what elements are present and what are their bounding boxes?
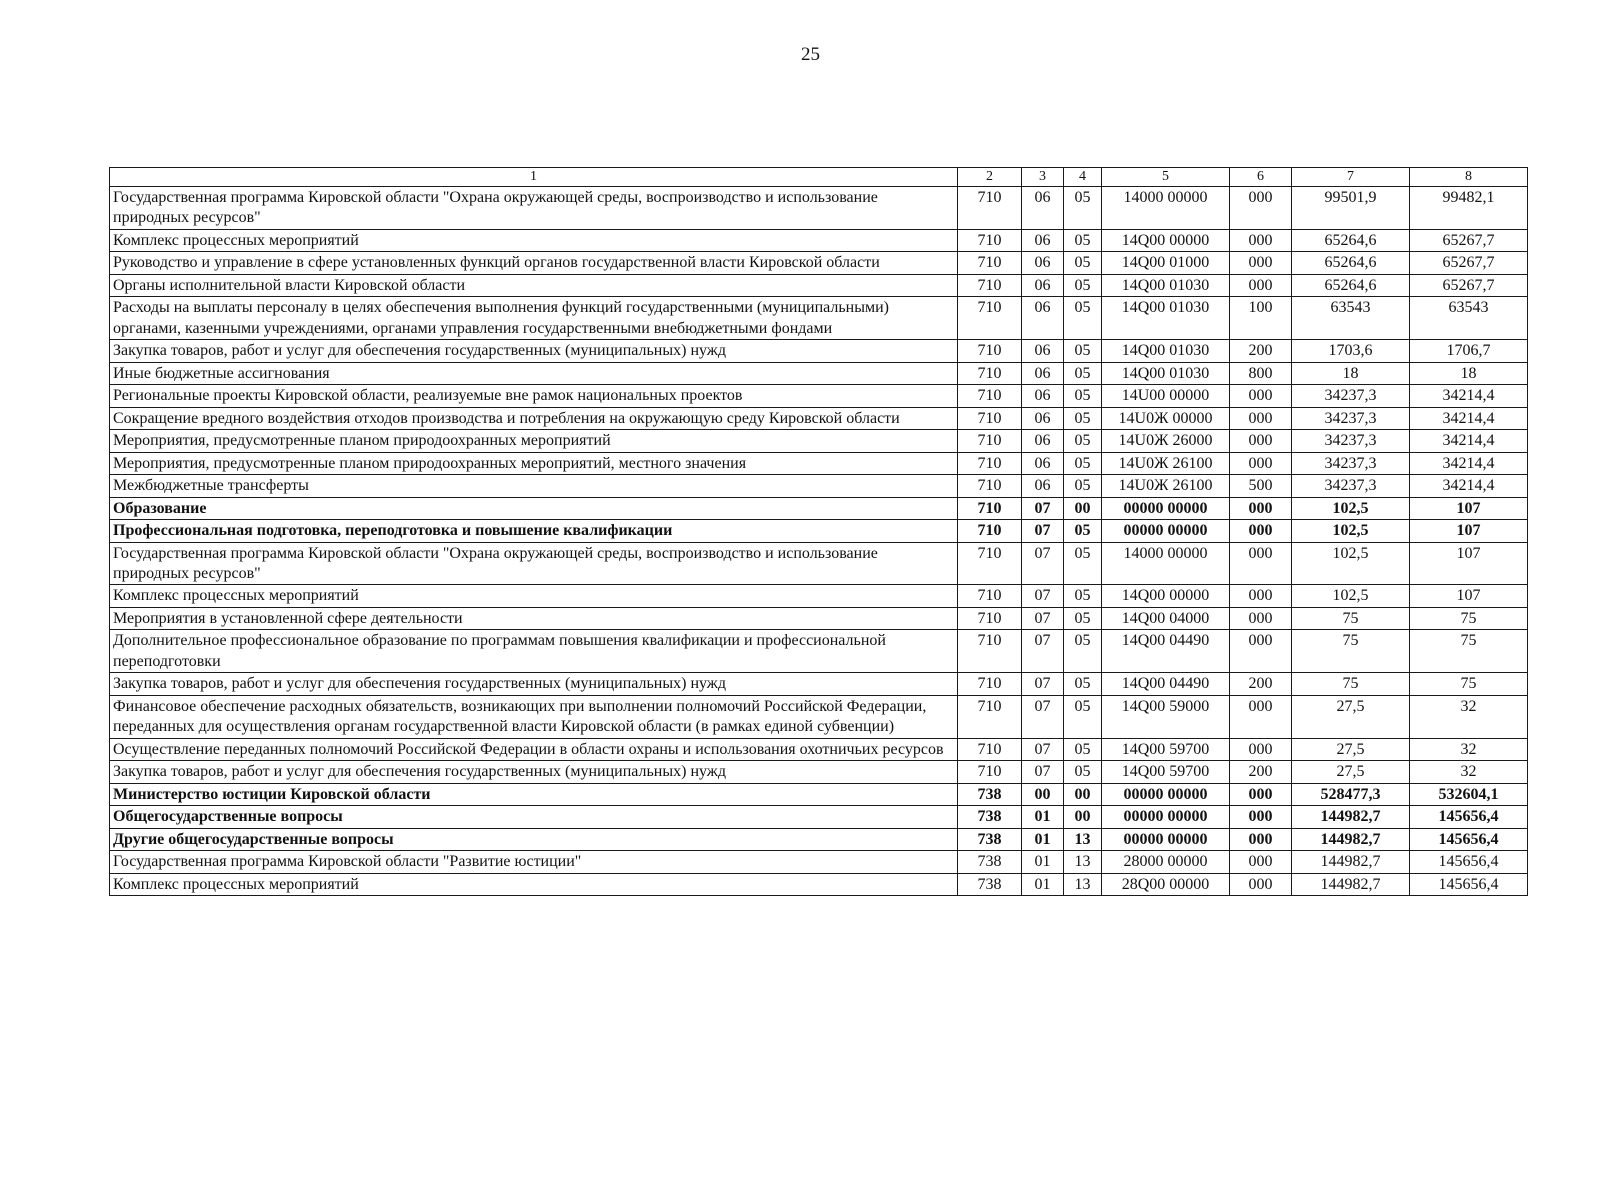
amount-year1-cell: 75 bbox=[1292, 607, 1410, 629]
table-row bbox=[110, 497, 1528, 519]
expense-type-cell: 000 bbox=[1230, 274, 1292, 296]
subsection-cell: 05 bbox=[1064, 340, 1102, 362]
amount-year2-cell: 34214,4 bbox=[1410, 407, 1528, 429]
row-name-cell: Мероприятия, предусмотренные планом природоохранных мероприятий, местного значения bbox=[110, 452, 958, 474]
amount-year2-cell: 34214,4 bbox=[1410, 475, 1528, 497]
target-article-cell: 14Q00 04490 bbox=[1102, 630, 1230, 673]
table-row bbox=[110, 783, 1528, 805]
amount-year1-cell: 144982,7 bbox=[1292, 851, 1410, 873]
table-row bbox=[110, 187, 1528, 230]
amount-year2-cell: 107 bbox=[1410, 542, 1528, 585]
subsection-cell: 05 bbox=[1064, 452, 1102, 474]
subsection-cell: 13 bbox=[1064, 828, 1102, 850]
subsection-cell: 00 bbox=[1064, 783, 1102, 805]
amount-year1-cell: 144982,7 bbox=[1292, 828, 1410, 850]
expense-type-cell: 000 bbox=[1230, 851, 1292, 873]
admin-code-cell: 710 bbox=[958, 340, 1022, 362]
section-cell: 01 bbox=[1022, 873, 1064, 895]
expense-type-cell: 200 bbox=[1230, 673, 1292, 695]
table-row bbox=[110, 761, 1528, 783]
row-name-cell: Министерство юстиции Кировской области bbox=[110, 783, 958, 805]
section-cell: 07 bbox=[1022, 607, 1064, 629]
expense-type-cell: 000 bbox=[1230, 585, 1292, 607]
admin-code-cell: 710 bbox=[958, 542, 1022, 585]
target-article-cell: 28000 00000 bbox=[1102, 851, 1230, 873]
amount-year1-cell: 27,5 bbox=[1292, 738, 1410, 760]
table-body bbox=[110, 187, 1528, 896]
section-cell: 07 bbox=[1022, 630, 1064, 673]
column-header: 4 bbox=[1064, 168, 1102, 187]
row-name-cell: Государственная программа Кировской области "Охрана окружающей среды, воспроизводство и использование природных ресурсов" bbox=[110, 542, 958, 585]
subsection-cell: 00 bbox=[1064, 806, 1102, 828]
row-name-cell: Осуществление переданных полномочий Российской Федерации в области охраны и использования охотничьих ресурсов bbox=[110, 738, 958, 760]
amount-year2-cell: 34214,4 bbox=[1410, 452, 1528, 474]
amount-year2-cell: 65267,7 bbox=[1410, 229, 1528, 251]
amount-year2-cell: 99482,1 bbox=[1410, 187, 1528, 230]
expense-type-cell: 000 bbox=[1230, 497, 1292, 519]
amount-year1-cell: 75 bbox=[1292, 630, 1410, 673]
row-name-cell: Мероприятия в установленной сфере деятельности bbox=[110, 607, 958, 629]
admin-code-cell: 710 bbox=[958, 695, 1022, 738]
amount-year1-cell: 99501,9 bbox=[1292, 187, 1410, 230]
admin-code-cell: 710 bbox=[958, 385, 1022, 407]
target-article-cell: 14Q00 01030 bbox=[1102, 297, 1230, 340]
amount-year2-cell: 145656,4 bbox=[1410, 873, 1528, 895]
table-row bbox=[110, 385, 1528, 407]
row-name-cell: Органы исполнительной власти Кировской области bbox=[110, 274, 958, 296]
admin-code-cell: 738 bbox=[958, 828, 1022, 850]
target-article-cell: 14000 00000 bbox=[1102, 542, 1230, 585]
target-article-cell: 14Q00 01030 bbox=[1102, 274, 1230, 296]
amount-year2-cell: 107 bbox=[1410, 585, 1528, 607]
row-name-cell: Государственная программа Кировской области "Охрана окружающей среды, воспроизводство и использование природных ресурсов" bbox=[110, 187, 958, 230]
table-row bbox=[110, 252, 1528, 274]
admin-code-cell: 710 bbox=[958, 497, 1022, 519]
admin-code-cell: 710 bbox=[958, 407, 1022, 429]
admin-code-cell: 710 bbox=[958, 297, 1022, 340]
expense-type-cell: 000 bbox=[1230, 187, 1292, 230]
subsection-cell: 13 bbox=[1064, 873, 1102, 895]
expense-type-cell: 000 bbox=[1230, 520, 1292, 542]
row-name-cell: Сокращение вредного воздействия отходов производства и потребления на окружающую среду Кировской области bbox=[110, 407, 958, 429]
amount-year2-cell: 32 bbox=[1410, 761, 1528, 783]
row-name-cell: Финансовое обеспечение расходных обязательств, возникающих при выполнении полномочий Российской Федерации, переданных для осуществления органам государственной власти Кировской области (в рамках единой субвенции) bbox=[110, 695, 958, 738]
row-name-cell: Закупка товаров, работ и услуг для обеспечения государственных (муниципальных) нужд bbox=[110, 761, 958, 783]
table-row bbox=[110, 520, 1528, 542]
column-header: 3 bbox=[1022, 168, 1064, 187]
subsection-cell: 05 bbox=[1064, 520, 1102, 542]
table-row bbox=[110, 407, 1528, 429]
subsection-cell: 05 bbox=[1064, 362, 1102, 384]
amount-year1-cell: 1703,6 bbox=[1292, 340, 1410, 362]
row-name-cell: Руководство и управление в сфере установленных функций органов государственной власти Кировской области bbox=[110, 252, 958, 274]
target-article-cell: 14U0Ж 00000 bbox=[1102, 407, 1230, 429]
column-header: 6 bbox=[1230, 168, 1292, 187]
amount-year2-cell: 65267,7 bbox=[1410, 274, 1528, 296]
amount-year1-cell: 65264,6 bbox=[1292, 252, 1410, 274]
target-article-cell: 14Q00 01030 bbox=[1102, 340, 1230, 362]
row-name-cell: Межбюджетные трансферты bbox=[110, 475, 958, 497]
expense-type-cell: 000 bbox=[1230, 783, 1292, 805]
subsection-cell: 05 bbox=[1064, 229, 1102, 251]
amount-year2-cell: 18 bbox=[1410, 362, 1528, 384]
expense-type-cell: 100 bbox=[1230, 297, 1292, 340]
amount-year1-cell: 65264,6 bbox=[1292, 274, 1410, 296]
table-row bbox=[110, 607, 1528, 629]
subsection-cell: 05 bbox=[1064, 761, 1102, 783]
expense-type-cell: 000 bbox=[1230, 252, 1292, 274]
target-article-cell: 00000 00000 bbox=[1102, 828, 1230, 850]
table-row bbox=[110, 828, 1528, 850]
amount-year2-cell: 145656,4 bbox=[1410, 851, 1528, 873]
row-name-cell: Дополнительное профессиональное образование по программам повышения квалификации и профессиональной переподготовки bbox=[110, 630, 958, 673]
expense-type-cell: 000 bbox=[1230, 607, 1292, 629]
subsection-cell: 05 bbox=[1064, 297, 1102, 340]
amount-year2-cell: 65267,7 bbox=[1410, 252, 1528, 274]
amount-year1-cell: 102,5 bbox=[1292, 542, 1410, 585]
target-article-cell: 14Q00 00000 bbox=[1102, 229, 1230, 251]
table-row bbox=[110, 340, 1528, 362]
section-cell: 06 bbox=[1022, 297, 1064, 340]
subsection-cell: 05 bbox=[1064, 407, 1102, 429]
subsection-cell: 05 bbox=[1064, 385, 1102, 407]
row-name-cell: Профессиональная подготовка, переподготовка и повышение квалификации bbox=[110, 520, 958, 542]
admin-code-cell: 710 bbox=[958, 520, 1022, 542]
target-article-cell: 14Q00 04490 bbox=[1102, 673, 1230, 695]
expense-type-cell: 000 bbox=[1230, 695, 1292, 738]
table-row bbox=[110, 362, 1528, 384]
column-header: 7 bbox=[1292, 168, 1410, 187]
target-article-cell: 14Q00 04000 bbox=[1102, 607, 1230, 629]
section-cell: 06 bbox=[1022, 407, 1064, 429]
admin-code-cell: 738 bbox=[958, 851, 1022, 873]
row-name-cell: Расходы на выплаты персоналу в целях обеспечения выполнения функций государственными (муниципальными) органами, казенными учреждениями, органами управления государственными внебюджетными фондами bbox=[110, 297, 958, 340]
section-cell: 06 bbox=[1022, 229, 1064, 251]
amount-year1-cell: 528477,3 bbox=[1292, 783, 1410, 805]
target-article-cell: 00000 00000 bbox=[1102, 806, 1230, 828]
admin-code-cell: 710 bbox=[958, 274, 1022, 296]
target-article-cell: 14Q00 01030 bbox=[1102, 362, 1230, 384]
section-cell: 01 bbox=[1022, 828, 1064, 850]
budget-table bbox=[109, 167, 1528, 896]
section-cell: 06 bbox=[1022, 452, 1064, 474]
subsection-cell: 00 bbox=[1064, 497, 1102, 519]
amount-year1-cell: 63543 bbox=[1292, 297, 1410, 340]
section-cell: 07 bbox=[1022, 542, 1064, 585]
amount-year1-cell: 34237,3 bbox=[1292, 385, 1410, 407]
subsection-cell: 05 bbox=[1064, 187, 1102, 230]
column-header: 2 bbox=[958, 168, 1022, 187]
row-name-cell: Комплекс процессных мероприятий bbox=[110, 229, 958, 251]
table-row bbox=[110, 738, 1528, 760]
table-row bbox=[110, 297, 1528, 340]
table-row bbox=[110, 585, 1528, 607]
column-header: 8 bbox=[1410, 168, 1528, 187]
amount-year2-cell: 34214,4 bbox=[1410, 385, 1528, 407]
row-name-cell: Закупка товаров, работ и услуг для обеспечения государственных (муниципальных) нужд bbox=[110, 340, 958, 362]
amount-year2-cell: 75 bbox=[1410, 630, 1528, 673]
section-cell: 07 bbox=[1022, 738, 1064, 760]
section-cell: 07 bbox=[1022, 761, 1064, 783]
amount-year2-cell: 145656,4 bbox=[1410, 828, 1528, 850]
table-row bbox=[110, 806, 1528, 828]
section-cell: 06 bbox=[1022, 340, 1064, 362]
subsection-cell: 05 bbox=[1064, 738, 1102, 760]
row-name-cell: Мероприятия, предусмотренные планом природоохранных мероприятий bbox=[110, 430, 958, 452]
admin-code-cell: 710 bbox=[958, 630, 1022, 673]
target-article-cell: 00000 00000 bbox=[1102, 783, 1230, 805]
target-article-cell: 14U00 00000 bbox=[1102, 385, 1230, 407]
amount-year1-cell: 102,5 bbox=[1292, 520, 1410, 542]
amount-year2-cell: 63543 bbox=[1410, 297, 1528, 340]
column-header: 1 bbox=[110, 168, 958, 187]
admin-code-cell: 710 bbox=[958, 673, 1022, 695]
table-header-row bbox=[110, 168, 1528, 187]
section-cell: 06 bbox=[1022, 430, 1064, 452]
expense-type-cell: 000 bbox=[1230, 385, 1292, 407]
amount-year2-cell: 32 bbox=[1410, 738, 1528, 760]
amount-year1-cell: 75 bbox=[1292, 673, 1410, 695]
admin-code-cell: 710 bbox=[958, 607, 1022, 629]
target-article-cell: 14Q00 59000 bbox=[1102, 695, 1230, 738]
row-name-cell: Региональные проекты Кировской области, реализуемые вне рамок национальных проектов bbox=[110, 385, 958, 407]
expense-type-cell: 000 bbox=[1230, 229, 1292, 251]
section-cell: 01 bbox=[1022, 806, 1064, 828]
section-cell: 07 bbox=[1022, 673, 1064, 695]
amount-year1-cell: 27,5 bbox=[1292, 761, 1410, 783]
page-number: 25 bbox=[801, 44, 820, 65]
section-cell: 06 bbox=[1022, 475, 1064, 497]
table-row bbox=[110, 430, 1528, 452]
table-row bbox=[110, 630, 1528, 673]
amount-year1-cell: 102,5 bbox=[1292, 585, 1410, 607]
subsection-cell: 05 bbox=[1064, 585, 1102, 607]
subsection-cell: 05 bbox=[1064, 695, 1102, 738]
section-cell: 07 bbox=[1022, 585, 1064, 607]
section-cell: 01 bbox=[1022, 851, 1064, 873]
expense-type-cell: 500 bbox=[1230, 475, 1292, 497]
amount-year2-cell: 75 bbox=[1410, 673, 1528, 695]
amount-year1-cell: 18 bbox=[1292, 362, 1410, 384]
amount-year1-cell: 27,5 bbox=[1292, 695, 1410, 738]
row-name-cell: Другие общегосударственные вопросы bbox=[110, 828, 958, 850]
target-article-cell: 14000 00000 bbox=[1102, 187, 1230, 230]
target-article-cell: 14U0Ж 26100 bbox=[1102, 475, 1230, 497]
target-article-cell: 14U0Ж 26000 bbox=[1102, 430, 1230, 452]
subsection-cell: 05 bbox=[1064, 475, 1102, 497]
admin-code-cell: 710 bbox=[958, 475, 1022, 497]
amount-year1-cell: 34237,3 bbox=[1292, 452, 1410, 474]
row-name-cell: Комплекс процессных мероприятий bbox=[110, 585, 958, 607]
section-cell: 07 bbox=[1022, 695, 1064, 738]
target-article-cell: 14Q00 59700 bbox=[1102, 761, 1230, 783]
table-row bbox=[110, 695, 1528, 738]
section-cell: 06 bbox=[1022, 252, 1064, 274]
admin-code-cell: 738 bbox=[958, 806, 1022, 828]
table-row bbox=[110, 229, 1528, 251]
expense-type-cell: 000 bbox=[1230, 430, 1292, 452]
subsection-cell: 13 bbox=[1064, 851, 1102, 873]
expense-type-cell: 000 bbox=[1230, 873, 1292, 895]
amount-year2-cell: 107 bbox=[1410, 497, 1528, 519]
expense-type-cell: 000 bbox=[1230, 806, 1292, 828]
table-row bbox=[110, 274, 1528, 296]
expense-type-cell: 200 bbox=[1230, 340, 1292, 362]
expense-type-cell: 000 bbox=[1230, 630, 1292, 673]
amount-year1-cell: 34237,3 bbox=[1292, 407, 1410, 429]
section-cell: 06 bbox=[1022, 385, 1064, 407]
expense-type-cell: 000 bbox=[1230, 542, 1292, 585]
subsection-cell: 05 bbox=[1064, 274, 1102, 296]
admin-code-cell: 710 bbox=[958, 585, 1022, 607]
amount-year1-cell: 144982,7 bbox=[1292, 806, 1410, 828]
admin-code-cell: 738 bbox=[958, 783, 1022, 805]
subsection-cell: 05 bbox=[1064, 630, 1102, 673]
section-cell: 06 bbox=[1022, 362, 1064, 384]
subsection-cell: 05 bbox=[1064, 607, 1102, 629]
target-article-cell: 14Q00 59700 bbox=[1102, 738, 1230, 760]
expense-type-cell: 800 bbox=[1230, 362, 1292, 384]
target-article-cell: 14Q00 00000 bbox=[1102, 585, 1230, 607]
admin-code-cell: 710 bbox=[958, 229, 1022, 251]
row-name-cell: Государственная программа Кировской области "Развитие юстиции" bbox=[110, 851, 958, 873]
subsection-cell: 05 bbox=[1064, 673, 1102, 695]
subsection-cell: 05 bbox=[1064, 252, 1102, 274]
section-cell: 06 bbox=[1022, 187, 1064, 230]
amount-year2-cell: 75 bbox=[1410, 607, 1528, 629]
row-name-cell: Общегосударственные вопросы bbox=[110, 806, 958, 828]
target-article-cell: 00000 00000 bbox=[1102, 497, 1230, 519]
subsection-cell: 05 bbox=[1064, 430, 1102, 452]
amount-year2-cell: 32 bbox=[1410, 695, 1528, 738]
expense-type-cell: 000 bbox=[1230, 452, 1292, 474]
expense-type-cell: 200 bbox=[1230, 761, 1292, 783]
admin-code-cell: 710 bbox=[958, 252, 1022, 274]
expense-type-cell: 000 bbox=[1230, 738, 1292, 760]
admin-code-cell: 710 bbox=[958, 761, 1022, 783]
row-name-cell: Иные бюджетные ассигнования bbox=[110, 362, 958, 384]
table-row bbox=[110, 452, 1528, 474]
amount-year2-cell: 107 bbox=[1410, 520, 1528, 542]
expense-type-cell: 000 bbox=[1230, 407, 1292, 429]
amount-year1-cell: 65264,6 bbox=[1292, 229, 1410, 251]
table-row bbox=[110, 851, 1528, 873]
column-header: 5 bbox=[1102, 168, 1230, 187]
table-row bbox=[110, 542, 1528, 585]
admin-code-cell: 710 bbox=[958, 738, 1022, 760]
amount-year2-cell: 34214,4 bbox=[1410, 430, 1528, 452]
target-article-cell: 28Q00 00000 bbox=[1102, 873, 1230, 895]
amount-year2-cell: 532604,1 bbox=[1410, 783, 1528, 805]
section-cell: 06 bbox=[1022, 274, 1064, 296]
table-row bbox=[110, 475, 1528, 497]
subsection-cell: 05 bbox=[1064, 542, 1102, 585]
expense-type-cell: 000 bbox=[1230, 828, 1292, 850]
amount-year1-cell: 34237,3 bbox=[1292, 430, 1410, 452]
admin-code-cell: 710 bbox=[958, 187, 1022, 230]
admin-code-cell: 710 bbox=[958, 430, 1022, 452]
amount-year2-cell: 1706,7 bbox=[1410, 340, 1528, 362]
amount-year1-cell: 102,5 bbox=[1292, 497, 1410, 519]
amount-year1-cell: 34237,3 bbox=[1292, 475, 1410, 497]
admin-code-cell: 710 bbox=[958, 452, 1022, 474]
row-name-cell: Закупка товаров, работ и услуг для обеспечения государственных (муниципальных) нужд bbox=[110, 673, 958, 695]
admin-code-cell: 738 bbox=[958, 873, 1022, 895]
section-cell: 00 bbox=[1022, 783, 1064, 805]
row-name-cell: Комплекс процессных мероприятий bbox=[110, 873, 958, 895]
admin-code-cell: 710 bbox=[958, 362, 1022, 384]
row-name-cell: Образование bbox=[110, 497, 958, 519]
amount-year2-cell: 145656,4 bbox=[1410, 806, 1528, 828]
target-article-cell: 14Q00 01000 bbox=[1102, 252, 1230, 274]
table-row bbox=[110, 673, 1528, 695]
section-cell: 07 bbox=[1022, 497, 1064, 519]
table-row bbox=[110, 873, 1528, 895]
amount-year1-cell: 144982,7 bbox=[1292, 873, 1410, 895]
section-cell: 07 bbox=[1022, 520, 1064, 542]
target-article-cell: 00000 00000 bbox=[1102, 520, 1230, 542]
target-article-cell: 14U0Ж 26100 bbox=[1102, 452, 1230, 474]
